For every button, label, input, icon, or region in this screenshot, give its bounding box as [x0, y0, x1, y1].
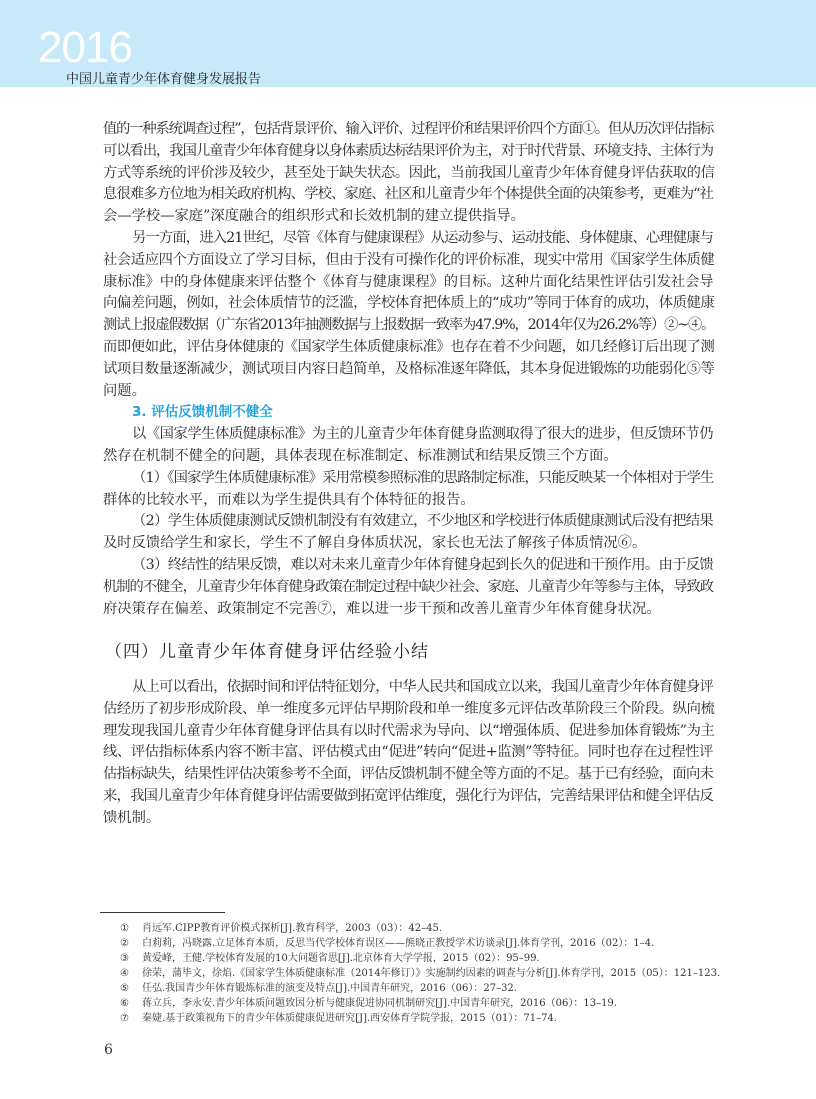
text-line: 息很难多方位地为相关政府机构、学校、家庭、社区和儿童青少年个体提供全面的决策参考，更难为“社: [103, 186, 713, 203]
section-heading: （四）儿童青少年体育健身评估经验小结: [105, 642, 429, 662]
text-line: 会—学校—家庭”深度融合的组织形式和长效机制的建立提供指导。: [103, 208, 525, 225]
paragraph: [103, 228, 713, 402]
text-line: 馈机制。: [103, 809, 161, 826]
text-line: 从上可以看出，依据时间和评估特征划分，中华人民共和国成立以来，我国儿童青少年体育健身评: [132, 679, 713, 695]
footnote-text: 黄爱峰，王健.学校体育发展的10大问题省思[J].北京体育大学学报，2015（02）：95–99.: [142, 953, 540, 964]
footnote-item: [120, 966, 720, 981]
header-year: 2016: [38, 23, 132, 72]
footnote-text: 秦婕.基于政策视角下的青少年体质健康促进研究[J].西安体育学院学报，2015（01）：71–74.: [142, 1013, 557, 1024]
footnotes: [120, 921, 720, 1026]
text-line: 群体的比较水平，而难以为学生提供具有个体特征的报告。: [103, 491, 475, 508]
text-line: （1）《国家学生体质健康标准》采用常模参照标准的思路制定标准，只能反映某一个体相对于学生: [132, 469, 714, 486]
text-line: 向偏差问题，例如，社会体质情节的泛滥，学校体育把体质上的“成功”等同于体育的成功，体质健康: [103, 295, 715, 312]
footnote-item: [120, 951, 720, 966]
text-line: 线、评估指标体系内容不断丰富、评估模式由“促进”转向“促进+监测”等特征。同时也存在过程性评: [103, 744, 713, 761]
footnote-text: 任弘.我国青少年体育锻炼标准的演变及特点[J].中国青年研究，2016（06）：27–32.: [142, 983, 517, 994]
footnote-number: ⑦: [120, 1013, 129, 1024]
footnote-text: 白莉莉，冯晓露.立足体育本质，反思当代学校体育误区——熊晓正教授学术访谈录[J].体育学刊，2016（02）：1–4.: [142, 938, 655, 949]
text-line: 以《国家学生体质健康标准》为主的儿童青少年体育健身监测取得了很大的进步，但反馈环节仍: [132, 426, 713, 443]
text-line: （3）终结性的结果反馈，难以对未来儿童青少年体育健身起到长久的促进和干预作用。由于反馈: [132, 556, 713, 573]
text-line: 问题。: [103, 382, 146, 399]
text-line: 试项目数量逐渐减少，测试项目内容日趋简单，及格标准逐年降低，其本身促进锻炼的功能弱化⑤等: [103, 360, 715, 377]
text-line: 估指标缺失，结果性评估决策参考不全面，评估反馈机制不健全等方面的不足。基于已有经验，面向未: [103, 766, 713, 783]
paragraph: [103, 511, 713, 555]
summary-paragraph: [103, 677, 713, 830]
text-line: 然存在机制不健全的问题，具体表现在标准制定、标准测试和结果反馈三个方面。: [103, 447, 618, 464]
text-line: 及时反馈给学生和家长，学生不了解自身体质状况，家长也无法了解孩子体质情况⑥。: [103, 535, 647, 552]
text-line: 康标准》中的身体健康来评估整个《体育与健康课程》的目标。这种片面化结果性评估引发社会导: [103, 273, 714, 290]
footnote-item: [120, 1011, 720, 1026]
footnote-number: ③: [120, 953, 129, 964]
text-line: 可以看出，我国儿童青少年体育健身以身体素质达标结果评价为主，对于时代背景、环境支持、主体行为: [103, 142, 713, 159]
footnote-text: 肖远军.CIPP教育评价模式探析[J].教育科学，2003（03）：42–45.: [142, 923, 443, 934]
footnote-text: 蒋立兵，李永安.青少年体质问题致因分析与健康促进协同机制研究[J].中国青年研究，2016（06）：13–19.: [142, 998, 617, 1009]
text-line: 另一方面，进入21世纪，尽管《体育与健康课程》从运动参与、运动技能、身体健康、心理健康与: [132, 229, 713, 246]
footnote-text: 徐荣，蒲毕文，徐焰.《国家学生体质健康标准（2014年修订）》实施制约因素的调查与分析[J].体育学刊，2015（05）：121–123.: [142, 968, 721, 979]
footnote-divider: [100, 912, 225, 913]
text-line: 测试上报虚假数据（广东省2013年抽测数据与上报数据一致率为47.9%，2014年仅为26.2%等）②~④。: [103, 317, 715, 334]
footnote-number: ①: [120, 923, 129, 934]
footnote-number: ④: [120, 968, 129, 979]
text-line: 理发现我国儿童青少年体育健身评估具有以时代需求为导向、以“增强体质、促进参加体育锻炼”为主: [103, 722, 715, 739]
text-line: 社会适应四个方面设立了学习目标，但由于没有可操作化的评价标准，现实中常用《国家学生体质健: [103, 251, 715, 268]
text-line: 方式等系统的评价涉及较少，甚至处于缺失状态。因此，当前我国儿童青少年体育健身评估获取的信: [103, 164, 715, 181]
footnote-item: [120, 981, 720, 996]
text-line: 而即便如此，评估身体健康的《国家学生体质健康标准》也存在着不少问题，如几经修订后出现了测: [103, 338, 715, 355]
footnote-number: ⑥: [120, 998, 129, 1009]
subsection-heading: 3. 评估反馈机制不健全: [132, 404, 273, 421]
text-line: 机制的不健全，儿童青少年体育健身政策在制定过程中缺少社会、家庭、儿童青少年等参与主体，导致政: [103, 578, 713, 595]
paragraph: [103, 468, 713, 512]
footnote-item: [120, 996, 720, 1011]
text-line: 值的一种系统调查过程”，包括背景评价、输入评价、过程评价和结果评价四个方面①。但从历次评估指标: [103, 121, 713, 137]
text-line: 来，我国儿童青少年体育健身评估需要做到拓宽评估维度，强化行为评估，完善结果评估和健全评估反: [103, 787, 713, 804]
text-line: 府决策存在偏差、政策制定不完善⑦，难以进一步干预和改善儿童青少年体育健身状况。: [103, 600, 661, 617]
footnote-item: [120, 936, 720, 951]
body-text-upper: [103, 119, 713, 620]
text-line: 估经历了初步形成阶段、单一维度多元评估早期阶段和单一维度多元评估改革阶段三个阶段。纵向梳: [103, 700, 715, 717]
paragraph: [103, 119, 713, 228]
footnote-number: ②: [120, 938, 129, 949]
footnote-number: ⑤: [120, 983, 129, 994]
paragraph: [103, 555, 713, 620]
page-number: 6: [104, 1042, 113, 1058]
header-book-title: 中国儿童青少年体育健身发展报告: [66, 72, 262, 87]
footnote-item: [120, 921, 720, 936]
paragraph: [103, 424, 713, 468]
text-line: （2）学生体质健康测试反馈机制没有有效建立，不少地区和学校进行体质健康测试后没有把结果: [132, 513, 713, 530]
